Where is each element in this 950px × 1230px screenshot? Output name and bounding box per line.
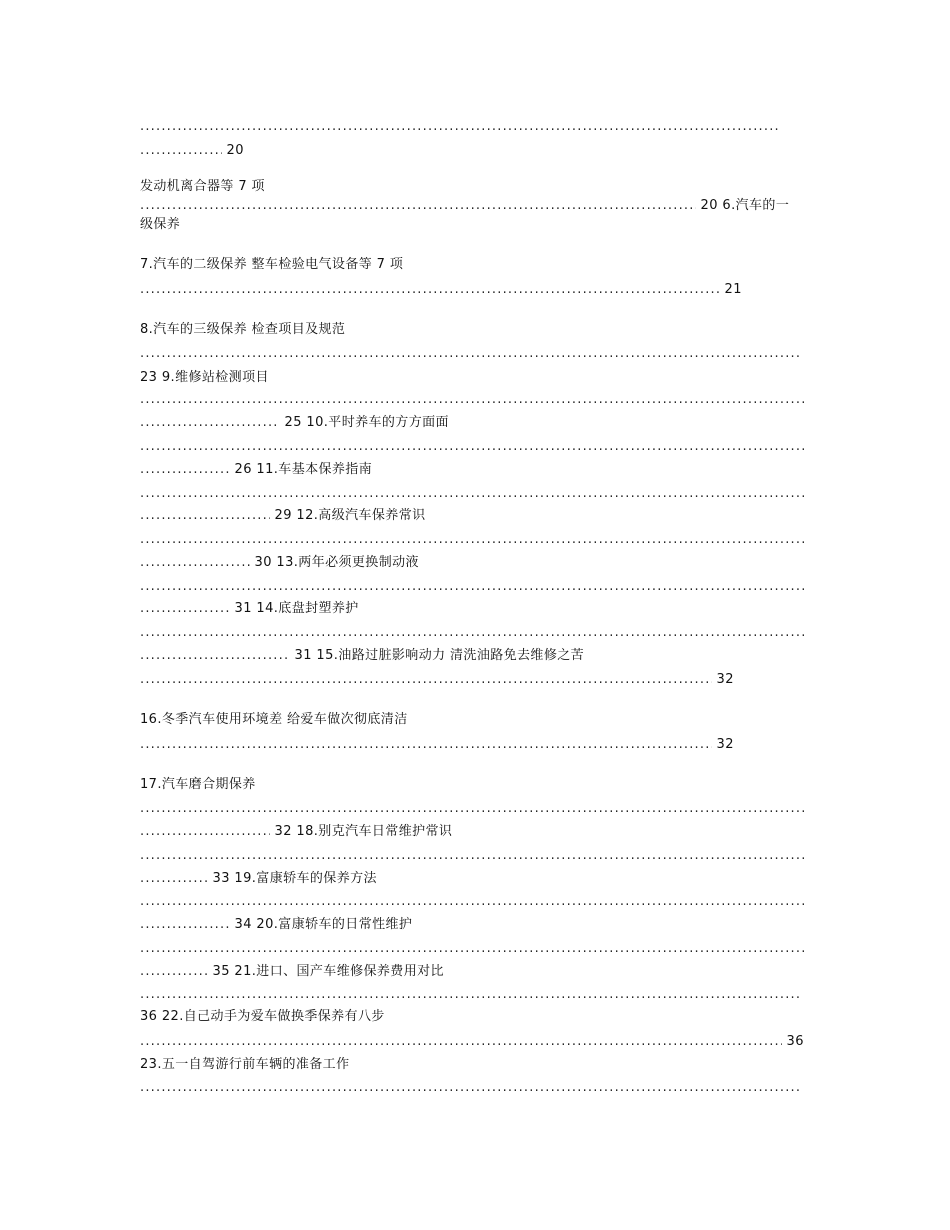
toc-dots-line	[140, 438, 806, 456]
toc-entry-line	[140, 916, 412, 934]
leader-dots	[140, 800, 806, 818]
leader-dots	[140, 916, 230, 934]
toc-entry-line	[140, 554, 419, 572]
toc-entry-line	[140, 736, 734, 754]
toc-dots-line	[140, 345, 802, 363]
leader-dots	[140, 600, 230, 618]
toc-dots-line	[140, 391, 806, 409]
toc-entry-title: 8.汽车的三级保养 检查项目及规范	[140, 322, 346, 337]
leader-dots	[140, 461, 230, 479]
toc-entry-text: 32 18.别克汽车日常维护常识	[274, 824, 453, 839]
toc-entry-line	[140, 1033, 804, 1051]
leader-dots	[140, 870, 208, 888]
toc-entry-title: 17.汽车磨合期保养	[140, 777, 256, 792]
leader-dots	[140, 197, 696, 215]
leader-dots	[140, 414, 280, 432]
toc-dots-line	[140, 940, 806, 958]
leader-dots	[140, 281, 720, 299]
leader-dots	[140, 438, 806, 456]
leader-dots	[140, 485, 806, 503]
page-number: 32	[716, 737, 734, 752]
leader-dots	[140, 142, 222, 160]
toc-dots-line	[140, 624, 806, 642]
toc-entry-line	[140, 197, 789, 215]
toc-dots-line	[140, 800, 806, 818]
leader-dots	[140, 345, 802, 363]
leader-dots	[140, 554, 250, 572]
toc-entry-text: 20 6.汽车的一	[700, 198, 790, 213]
leader-dots	[140, 823, 270, 841]
toc-entry-line	[140, 963, 444, 981]
toc-entry-title: 16.冬季汽车使用环境差 给爱车做次彻底清洁	[140, 712, 408, 727]
toc-entry-line	[140, 823, 452, 841]
leader-dots	[140, 578, 806, 596]
toc-entry-text: 26 11.车基本保养指南	[234, 462, 373, 477]
toc-entry-line	[140, 671, 734, 689]
toc-entry-line: 36 22.自己动手为爱车做换季保养有八步	[140, 1009, 385, 1024]
toc-dots-line	[140, 847, 806, 865]
toc-dots-line	[140, 1079, 802, 1097]
page-number: 21	[724, 282, 742, 297]
toc-entry-text: 31 14.底盘封塑养护	[234, 601, 359, 616]
leader-dots	[140, 118, 780, 136]
leader-dots	[140, 963, 208, 981]
toc-entry-page	[140, 142, 244, 160]
leader-dots	[140, 1079, 802, 1097]
toc-entry-text: 33 19.富康轿车的保养方法	[212, 871, 377, 886]
leader-dots	[140, 391, 806, 409]
toc-entry-line	[140, 461, 372, 479]
toc-entry-line	[140, 600, 359, 618]
toc-entry-line	[140, 870, 377, 888]
toc-entry-title: 级保养	[140, 217, 181, 232]
toc-entry-title: 7.汽车的二级保养 整车检验电气设备等 7 项	[140, 257, 404, 272]
toc-entry-line	[140, 647, 584, 665]
leader-dots	[140, 647, 290, 665]
leader-dots	[140, 847, 806, 865]
leader-dots	[140, 671, 712, 689]
leader-dots	[140, 531, 806, 549]
page-number: 32	[716, 672, 734, 687]
leader-dots	[140, 986, 802, 1004]
toc-entry-text: 29 12.高级汽车保养常识	[274, 508, 426, 523]
leader-dots	[140, 940, 806, 958]
toc-dots-line	[140, 986, 802, 1004]
toc-entry-text: 35 21.进口、国产车维修保养费用对比	[212, 964, 444, 979]
leader-dots	[140, 893, 806, 911]
toc-dots-line	[140, 893, 806, 911]
leader-dots	[140, 624, 806, 642]
page-number: 36	[786, 1034, 804, 1049]
toc-entry-title: 23.五一自驾游行前车辆的准备工作	[140, 1057, 350, 1072]
toc-entry-text: 34 20.富康轿车的日常性维护	[234, 917, 413, 932]
toc-dots-line	[140, 485, 806, 503]
toc-entry-text: 31 15.油路过脏影响动力 清洗油路免去维修之苦	[294, 648, 585, 663]
toc-entry-text: 30 13.两年必须更换制动液	[254, 555, 419, 570]
toc-entry-line	[140, 281, 742, 299]
toc-entry-text: 25 10.平时养车的方方面面	[284, 415, 449, 430]
toc-entry-title: 发动机离合器等 7 项	[140, 179, 265, 194]
page-number: 20	[226, 143, 244, 158]
toc-entry-line	[140, 507, 426, 525]
toc-dots-line	[140, 531, 806, 549]
toc-dots-line	[140, 578, 806, 596]
leader-dots	[140, 1033, 782, 1051]
leader-dots	[140, 736, 712, 754]
leader-dots	[140, 507, 270, 525]
toc-dots-line	[140, 118, 780, 136]
toc-entry-line: 23 9.维修站检测项目	[140, 370, 269, 385]
toc-entry-line	[140, 414, 449, 432]
